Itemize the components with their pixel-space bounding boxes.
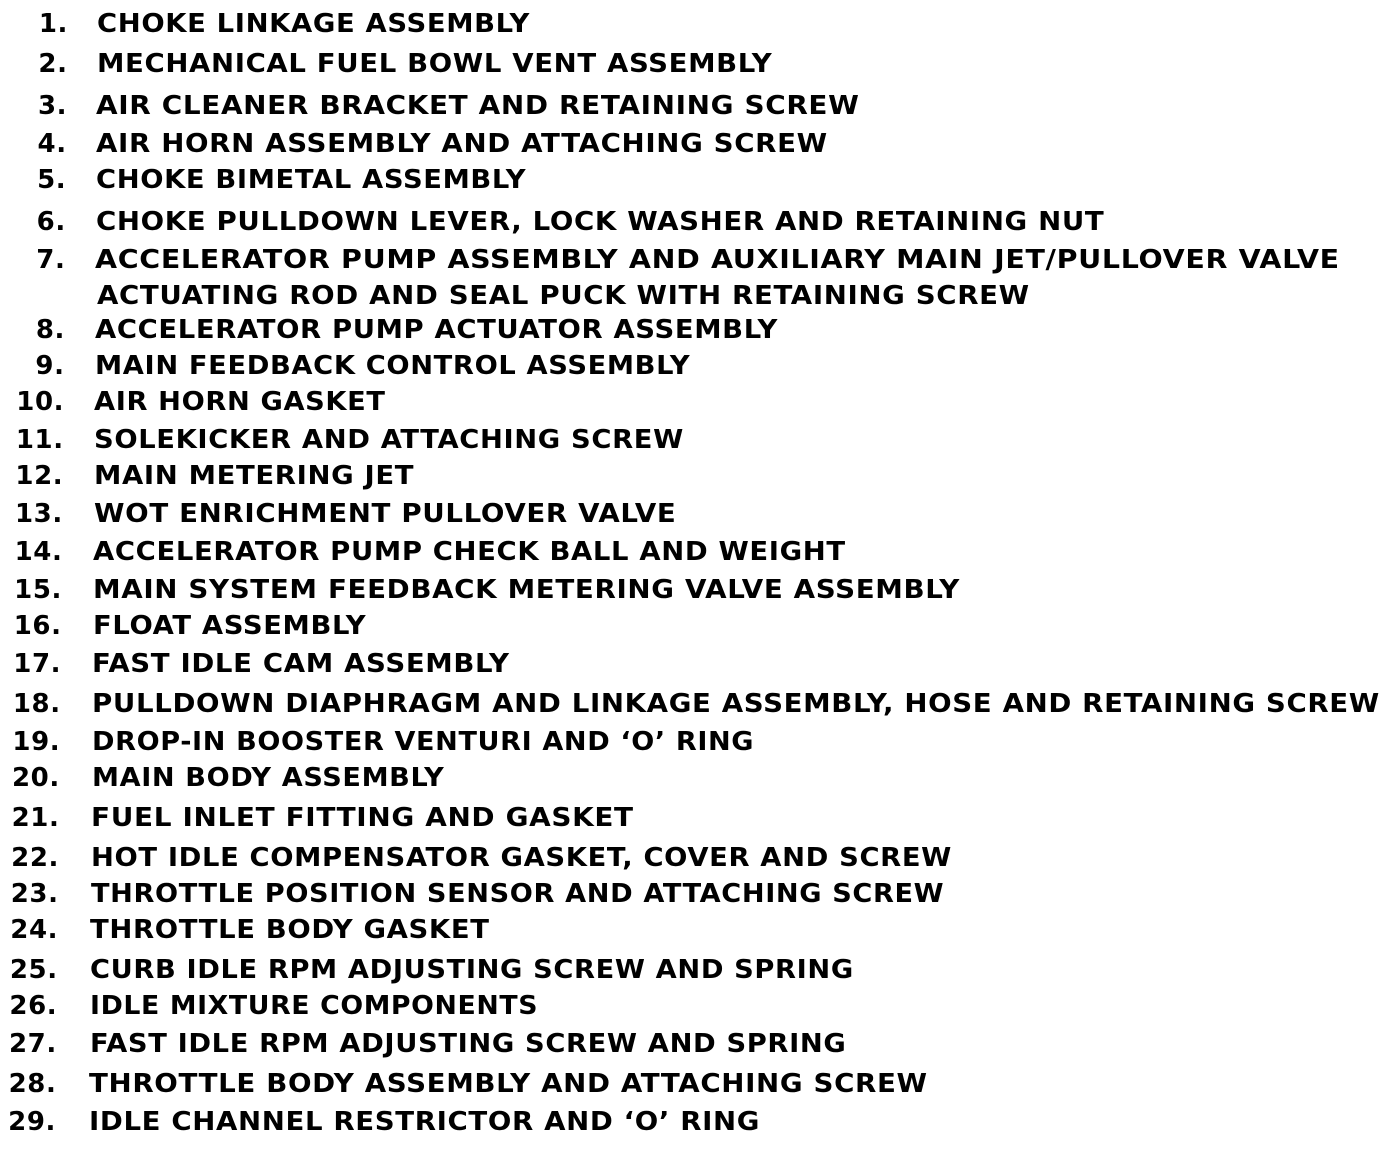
part-description: AIR HORN GASKET [94, 387, 386, 417]
part-description: DROP-IN BOOSTER VENTURI AND ‘O’ RING [91, 727, 754, 757]
part-number: 17. [13, 649, 62, 679]
part-item [0, 988, 1392, 1024]
part-number: 23. [10, 879, 59, 909]
part-description: ACCELERATOR PUMP ACTUATOR ASSEMBLY [95, 315, 779, 345]
part-item [0, 534, 1392, 570]
part-number: 20. [11, 763, 60, 793]
part-item [0, 348, 1392, 384]
part-number: 10. [16, 387, 65, 417]
part-number: 6. [36, 207, 66, 237]
part-description: MAIN BODY ASSEMBLY [91, 763, 444, 793]
part-number: 13. [14, 499, 63, 529]
part-item [0, 88, 1392, 124]
part-number: 5. [37, 165, 67, 195]
part-number: 9. [35, 351, 65, 381]
part-description: THROTTLE BODY ASSEMBLY AND ATTACHING SCREW [89, 1069, 928, 1099]
part-number: 14. [14, 537, 63, 567]
part-item [0, 1026, 1392, 1062]
part-item [0, 1104, 1392, 1140]
part-description: IDLE CHANNEL RESTRICTOR AND ‘O’ RING [89, 1107, 761, 1137]
part-description: FAST IDLE CAM ASSEMBLY [92, 649, 511, 679]
part-description: FLOAT ASSEMBLY [92, 611, 366, 641]
part-description: CHOKE BIMETAL ASSEMBLY [95, 165, 526, 195]
part-item [0, 952, 1392, 988]
part-number: 3. [37, 91, 68, 121]
part-description: AIR CLEANER BRACKET AND RETAINING SCREW [96, 91, 860, 121]
part-number: 15. [14, 575, 62, 605]
part-item [0, 572, 1392, 608]
part-item [0, 204, 1392, 240]
part-item [0, 312, 1392, 348]
part-description: CHOKE LINKAGE ASSEMBLY [97, 9, 530, 39]
part-description: PULLDOWN DIAPHRAGM AND LINKAGE ASSEMBLY, HOSE AND RETAINING SCREW [92, 689, 1381, 719]
part-description: ACCELERATOR PUMP ASSEMBLY AND AUXILIARY MAIN JET/PULLOVER VALVE [95, 245, 1341, 275]
part-number: 7. [36, 245, 66, 275]
part-number: 16. [13, 611, 62, 641]
part-description: CURB IDLE RPM ADJUSTING SCREW AND SPRING [90, 955, 854, 985]
part-description: AIR HORN ASSEMBLY AND ATTACHING SCREW [96, 129, 828, 159]
part-number: 4. [37, 129, 67, 159]
part-number: 2. [38, 49, 68, 79]
part-item [0, 912, 1392, 948]
part-description-continued: ACTUATING ROD AND SEAL PUCK WITH RETAINING SCREW [97, 281, 1031, 311]
part-description: MECHANICAL FUEL BOWL VENT ASSEMBLY [96, 49, 772, 79]
part-item [0, 724, 1392, 760]
part-number: 11. [15, 425, 64, 455]
part-description: WOT ENRICHMENT PULLOVER VALVE [93, 499, 676, 529]
part-number: 27. [8, 1029, 57, 1059]
part-number: 29. [8, 1107, 56, 1137]
part-item [0, 840, 1392, 876]
part-item [0, 608, 1392, 644]
part-item [0, 646, 1392, 682]
part-item [0, 876, 1392, 912]
part-number: 22. [11, 843, 59, 873]
part-number: 26. [9, 991, 58, 1021]
part-item [0, 686, 1392, 722]
part-description: ACCELERATOR PUMP CHECK BALL AND WEIGHT [93, 537, 847, 567]
part-description: FAST IDLE RPM ADJUSTING SCREW AND SPRING [89, 1029, 846, 1059]
part-item [0, 422, 1392, 458]
part-number: 18. [12, 689, 61, 719]
part-item [0, 760, 1392, 796]
part-description: CHOKE PULLDOWN LEVER, LOCK WASHER AND RETAINING NUT [95, 207, 1104, 237]
part-number: 21. [11, 803, 60, 833]
part-description: THROTTLE POSITION SENSOR AND ATTACHING SCREW [90, 879, 944, 909]
part-item [0, 126, 1392, 162]
part-item [0, 242, 1392, 311]
part-item [0, 1066, 1392, 1102]
part-description: IDLE MIXTURE COMPONENTS [89, 991, 538, 1021]
part-number: 24. [10, 915, 59, 945]
part-description: THROTTLE BODY GASKET [90, 915, 491, 945]
part-number: 8. [35, 315, 65, 345]
part-item [0, 458, 1392, 494]
part-number: 1. [38, 9, 68, 39]
part-item [0, 800, 1392, 836]
part-description: SOLEKICKER AND ATTACHING SCREW [94, 425, 685, 455]
part-number: 12. [15, 461, 64, 491]
part-number: 25. [9, 955, 58, 985]
part-description: MAIN SYSTEM FEEDBACK METERING VALVE ASSEMBLY [93, 575, 961, 605]
part-item [0, 384, 1392, 420]
part-description: FUEL INLET FITTING AND GASKET [91, 803, 635, 833]
part-number: 19. [12, 727, 61, 757]
part-description: MAIN METERING JET [93, 461, 414, 491]
part-number: 28. [8, 1069, 57, 1099]
part-item [0, 496, 1392, 532]
part-item [0, 46, 1392, 82]
part-description: MAIN FEEDBACK CONTROL ASSEMBLY [94, 351, 690, 381]
part-description: HOT IDLE COMPENSATOR GASKET, COVER AND SCREW [91, 843, 952, 873]
part-item [0, 6, 1392, 42]
part-item [0, 162, 1392, 198]
